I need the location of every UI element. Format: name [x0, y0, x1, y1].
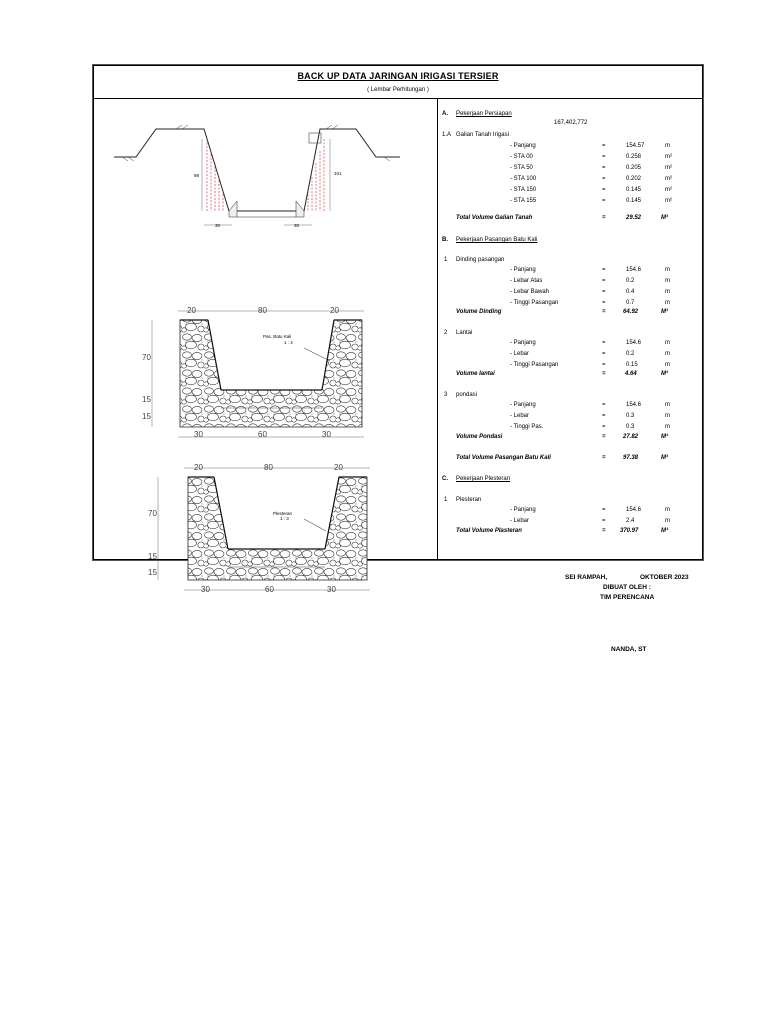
measurement-row — [438, 350, 702, 359]
total-label: Total Volume Plasteran — [456, 528, 522, 534]
total-unit: M³ — [661, 434, 668, 440]
item-b1-header — [438, 256, 702, 265]
section-b-title: Pekerjaan Pasangan Batu Kali — [456, 237, 538, 243]
item-c1-title: Plesteran — [456, 497, 482, 503]
total-value: 64.92 — [623, 309, 639, 315]
equals: = — [602, 507, 606, 513]
section-c-header — [438, 475, 702, 484]
s1-bot-left-dim: 30 — [194, 430, 203, 439]
s2-bot-mid-dim: 60 — [265, 585, 274, 594]
measurement-label: - Panjang — [510, 402, 536, 408]
measurement-unit: m — [665, 507, 670, 513]
measurement-row — [438, 175, 702, 184]
measurement-label: - Panjang — [510, 340, 536, 346]
item-1a-title: Galian Tanah Irigasi — [456, 132, 509, 138]
measurement-unit: m — [665, 413, 670, 419]
equals: = — [602, 198, 606, 204]
s2-callout-ratio: 1 : 3 — [280, 516, 289, 521]
measurement-unit: m — [665, 143, 670, 149]
s2-top-right-dim: 20 — [334, 463, 343, 472]
measurement-unit: m — [665, 340, 670, 346]
channel-drawings — [94, 99, 436, 594]
footer-date: OKTOBER 2023 — [640, 574, 689, 581]
s2-top-left-dim: 20 — [194, 463, 203, 472]
galian-total-row — [438, 214, 702, 223]
right-height-dim: 101 — [334, 171, 342, 176]
measurement-value: 0.145 — [626, 187, 642, 193]
s2-h15a-dim: 15 — [148, 552, 157, 561]
total-value: 370.97 — [620, 528, 639, 534]
measurement-row — [438, 153, 702, 162]
equals: = — [602, 143, 606, 149]
measurement-value: 0.2 — [626, 278, 635, 284]
measurement-row — [438, 266, 702, 275]
total-value: 4.64 — [625, 371, 637, 377]
total-unit: M³ — [661, 528, 668, 534]
measurement-value: 0.15 — [626, 362, 638, 368]
total-value: 29.52 — [626, 215, 642, 221]
measurement-unit: m — [665, 402, 670, 408]
measurement-row — [438, 361, 702, 370]
measurement-value: 2.4 — [626, 518, 635, 524]
s2-h15b-dim: 15 — [148, 568, 157, 577]
equals: = — [602, 455, 606, 461]
calculation-column — [438, 99, 702, 559]
s2-callout-label: Plesteran — [273, 511, 293, 516]
equals: = — [602, 518, 606, 524]
measurement-unit: m² — [665, 165, 672, 171]
footer-made-by: DIBUAT OLEH : — [603, 584, 651, 591]
measurement-value: 0.7 — [626, 300, 635, 306]
item-b3-title: pondasi — [456, 392, 478, 398]
measurement-unit: m² — [665, 176, 672, 182]
equals: = — [602, 362, 606, 368]
total-label: Volume Dinding — [456, 309, 502, 315]
measurement-unit: m — [665, 351, 670, 357]
item-b3-number: 3 — [444, 392, 448, 398]
document-subtitle: ( Lembar Perhitungan ) — [367, 87, 429, 93]
measurement-label: - Panjang — [510, 267, 536, 273]
measurement-value: 0.4 — [626, 289, 635, 295]
equals: = — [602, 300, 606, 306]
measurement-row — [438, 197, 702, 206]
total-value: 27.82 — [623, 434, 639, 440]
total-label: Total Volume Pasangan Batu Kali — [456, 455, 551, 461]
measurement-row — [438, 412, 702, 421]
masonry-section-2 — [148, 463, 370, 594]
section-a-amount-row — [438, 119, 702, 128]
measurement-label: - Lebar — [510, 351, 530, 357]
masonry-section-1 — [142, 306, 364, 439]
section-a-title: Pekerjaan Persiapan — [456, 111, 512, 117]
equals: = — [602, 413, 606, 419]
measurement-row — [438, 401, 702, 410]
equals: = — [602, 528, 606, 534]
measurement-unit: m — [665, 518, 670, 524]
measurement-unit: m — [665, 424, 670, 430]
item-b2-title: Lantai — [456, 330, 473, 336]
measurement-value: 154.57 — [626, 143, 645, 149]
footer-place: SEI RAMPAH, — [565, 574, 608, 581]
equals: = — [602, 340, 606, 346]
s1-top-right-dim: 20 — [330, 306, 339, 315]
measurement-label: - Lebar Bawah — [510, 289, 550, 295]
measurement-unit: m — [665, 300, 670, 306]
item-c1-number: 1 — [444, 497, 448, 503]
measurement-row — [438, 186, 702, 195]
measurement-value: 154.6 — [626, 507, 642, 513]
s2-height-dim: 70 — [148, 509, 157, 518]
measurement-label: - Lebar Atas — [510, 278, 543, 284]
s1-bot-mid-dim: 60 — [258, 430, 267, 439]
section-a-amount: 167,402,772 — [554, 120, 588, 126]
item-b2-header — [438, 329, 702, 338]
s1-callout-ratio: 1 : 4 — [284, 340, 293, 345]
measurement-unit: m — [665, 267, 670, 273]
equals: = — [602, 351, 606, 357]
equals: = — [602, 289, 606, 295]
total-unit: M³ — [661, 371, 668, 377]
measurement-row — [438, 277, 702, 286]
total-unit: M³ — [661, 215, 668, 221]
measurement-value: 0.145 — [626, 198, 642, 204]
item-b2-number: 2 — [444, 330, 448, 336]
section-a-header — [438, 110, 702, 119]
s2-bot-right-dim: 30 — [327, 585, 336, 594]
item-b1-title: Dinding pasangan — [456, 257, 505, 263]
section-b-header — [438, 236, 702, 245]
equals: = — [602, 309, 606, 315]
left-height-dim: 98 — [194, 173, 200, 178]
s1-h15b-dim: 15 — [142, 412, 151, 421]
right-width-dim: 30 — [294, 223, 300, 228]
measurement-value: 154.6 — [626, 402, 642, 408]
item-c1-header — [438, 496, 702, 505]
equals: = — [602, 154, 606, 160]
measurement-value: 0.3 — [626, 424, 635, 430]
s2-top-mid-dim: 80 — [264, 463, 273, 472]
measurement-row — [438, 506, 702, 515]
measurement-label: - STA 155 — [510, 198, 537, 204]
equals: = — [602, 165, 606, 171]
measurement-row — [438, 142, 702, 151]
s1-callout-label: Pas. Batu Kali — [263, 334, 292, 339]
equals: = — [602, 424, 606, 430]
measurement-row — [438, 164, 702, 173]
s1-h15a-dim: 15 — [142, 395, 151, 404]
measurement-value: 0.258 — [626, 154, 642, 160]
measurement-label: - STA 50 — [510, 165, 533, 171]
footer-team: TIM PERENCANA — [600, 594, 655, 601]
measurement-label: - STA 00 — [510, 154, 533, 160]
measurement-value: 0.202 — [626, 176, 642, 182]
left-width-dim: 30 — [215, 223, 221, 228]
document-title: BACK UP DATA JARINGAN IRIGASI TERSIER — [297, 71, 499, 81]
equals: = — [602, 434, 606, 440]
equals: = — [602, 278, 606, 284]
equals: = — [602, 215, 606, 221]
total-label: Volume Pondasi — [456, 434, 503, 440]
measurement-row — [438, 517, 702, 526]
item-1a-header — [438, 131, 702, 140]
measurement-unit: m² — [665, 187, 672, 193]
equals: = — [602, 187, 606, 193]
equals: = — [602, 176, 606, 182]
section-c-title: Pekerjaan Plesteran — [456, 476, 511, 482]
measurement-row — [438, 423, 702, 432]
lantai-total-row — [438, 370, 702, 379]
item-b3-header — [438, 391, 702, 400]
measurement-value: 154.6 — [626, 267, 642, 273]
batu-kali-total-row — [438, 454, 702, 463]
equals: = — [602, 267, 606, 273]
s1-bot-right-dim: 30 — [322, 430, 331, 439]
measurement-label: - Tinggi Pasangan — [510, 362, 559, 368]
measurement-label: - Tinggi Pas. — [510, 424, 544, 430]
measurement-label: - STA 150 — [510, 187, 537, 193]
dinding-total-row — [438, 308, 702, 317]
total-value: 97.38 — [623, 455, 639, 461]
measurement-label: - Panjang — [510, 143, 536, 149]
measurement-label: - Panjang — [510, 507, 536, 513]
total-unit: M³ — [661, 455, 668, 461]
measurement-label: - Tinggi Pasangan — [510, 300, 559, 306]
measurement-value: 154.6 — [626, 340, 642, 346]
excavation-profile — [114, 125, 400, 261]
plesteran-total-row — [438, 527, 702, 536]
measurement-unit: m — [665, 278, 670, 284]
measurement-unit: m — [665, 289, 670, 295]
measurement-unit: m — [665, 362, 670, 368]
total-label: Total Volume Galian Tanah — [456, 215, 533, 221]
pondasi-total-row — [438, 433, 702, 442]
measurement-unit: m² — [665, 198, 672, 204]
section-b-number: B. — [442, 237, 448, 243]
measurement-value: 0.3 — [626, 413, 635, 419]
measurement-row — [438, 339, 702, 348]
measurement-label: - Lebar — [510, 518, 530, 524]
measurement-value: 0.205 — [626, 165, 642, 171]
s1-top-mid-dim: 80 — [258, 306, 267, 315]
s2-bot-left-dim: 30 — [201, 585, 210, 594]
section-a-number: A. — [442, 111, 448, 117]
measurement-label: - STA 100 — [510, 176, 537, 182]
measurement-value: 0.2 — [626, 351, 635, 357]
total-unit: M³ — [661, 309, 668, 315]
item-1a-number: 1.A — [442, 132, 452, 138]
equals: = — [602, 402, 606, 408]
measurement-row — [438, 299, 702, 308]
measurement-row — [438, 288, 702, 297]
item-b1-number: 1 — [444, 257, 448, 263]
s1-height-dim: 70 — [142, 353, 151, 362]
equals: = — [602, 371, 606, 377]
section-c-number: C. — [442, 476, 448, 482]
total-label: Volume lantai — [456, 371, 495, 377]
s1-top-left-dim: 20 — [187, 306, 196, 315]
footer-signatory: NANDA, ST — [611, 646, 647, 653]
measurement-label: - Lebar — [510, 413, 530, 419]
measurement-unit: m² — [665, 154, 672, 160]
